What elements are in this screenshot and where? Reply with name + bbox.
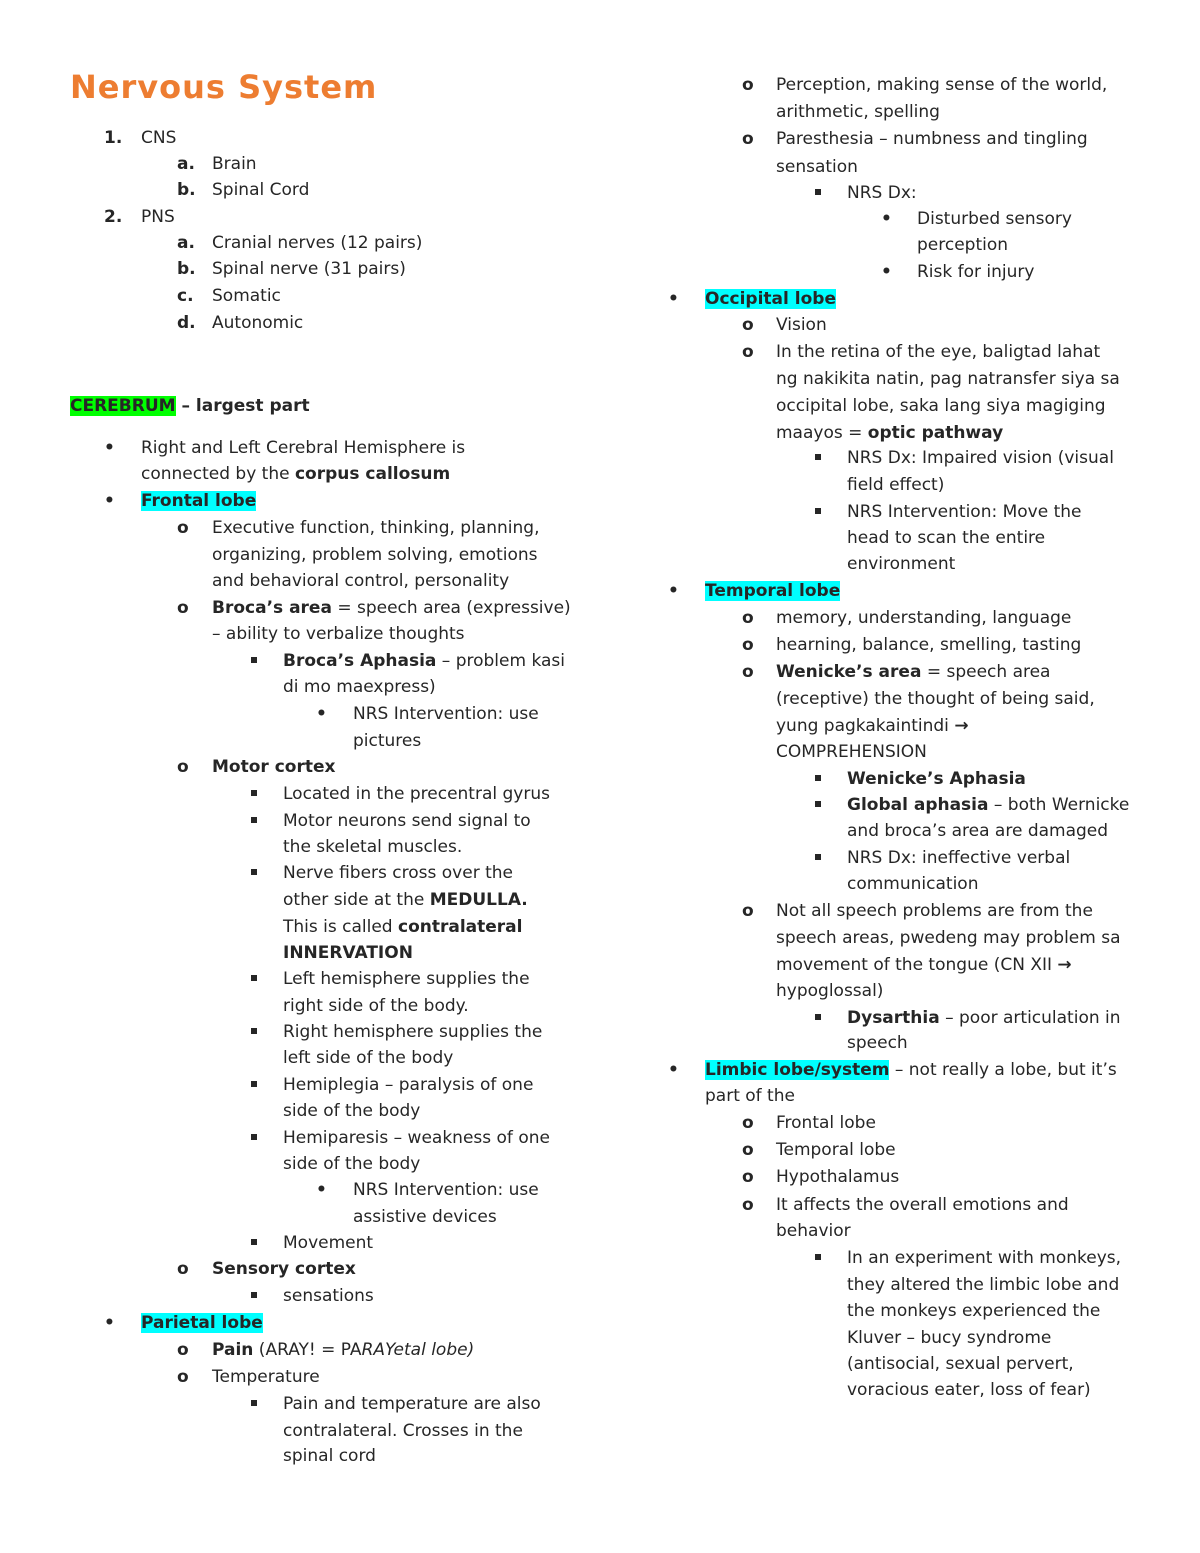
list-item: arithmetic, spelling — [776, 102, 940, 122]
circle-bullet-icon: o — [177, 1259, 189, 1279]
square-bullet-icon — [251, 790, 257, 796]
circle-bullet-icon: o — [742, 608, 754, 628]
list-item: In an experiment with monkeys, — [847, 1248, 1122, 1268]
square-bullet-icon — [251, 1292, 257, 1298]
list-item: environment — [847, 554, 956, 574]
square-bullet-icon — [251, 1081, 257, 1087]
list-item: sensation — [776, 157, 858, 177]
square-bullet-icon — [815, 775, 821, 781]
list-item: PNS — [141, 207, 175, 227]
circle-bullet-icon: o — [742, 1113, 754, 1133]
list-item: movement of the tongue (CN XII → — [776, 955, 1072, 975]
list-item: connected by the corpus callosum — [141, 464, 451, 484]
list-item: Broca’s Aphasia – problem kasi — [283, 651, 565, 671]
list-item: Left hemisphere supplies the — [283, 969, 530, 989]
list-item: assistive devices — [353, 1207, 497, 1227]
list-letter: a. — [177, 154, 195, 174]
list-item: Hypothalamus — [776, 1167, 900, 1187]
list-item: yung pagkakaintindi → — [776, 716, 969, 736]
list-item: NRS Intervention: use — [353, 1180, 539, 1200]
list-item: Right hemisphere supplies the — [283, 1022, 543, 1042]
list-item: right side of the body. — [283, 996, 469, 1016]
list-item: Autonomic — [212, 313, 304, 333]
list-item: speech areas, pwedeng may problem sa — [776, 928, 1121, 948]
list-item: Motor cortex — [212, 757, 336, 777]
list-item: Cranial nerves (12 pairs) — [212, 233, 423, 253]
square-bullet-icon — [251, 657, 257, 663]
list-item: the skeletal muscles. — [283, 837, 463, 857]
list-item: Located in the precentral gyrus — [283, 784, 550, 804]
arrow-right-icon: → — [1057, 955, 1072, 975]
list-item: contralateral. Crosses in the — [283, 1421, 523, 1441]
square-bullet-icon — [251, 1400, 257, 1406]
list-item: Not all speech problems are from the — [776, 901, 1093, 921]
frontal-heading: Frontal lobe — [141, 491, 257, 511]
bullet-icon: • — [316, 704, 327, 724]
list-item: organizing, problem solving, emotions — [212, 545, 538, 565]
list-item: the monkeys experienced the — [847, 1301, 1101, 1321]
list-item: NRS Dx: — [847, 183, 917, 203]
list-item: Hemiparesis – weakness of one — [283, 1128, 550, 1148]
temporal-heading: Temporal lobe — [705, 581, 841, 601]
list-item: hearning, balance, smelling, tasting — [776, 635, 1082, 655]
list-item: ng nakikita natin, pag natransfer siya sa — [776, 369, 1120, 389]
list-letter: a. — [177, 233, 195, 253]
circle-bullet-icon: o — [742, 1195, 754, 1215]
list-item: Sensory cortex — [212, 1259, 356, 1279]
bullet-icon: • — [881, 209, 892, 229]
arrow-right-icon: → — [954, 716, 969, 736]
bullet-icon: • — [104, 491, 115, 511]
square-bullet-icon — [251, 1028, 257, 1034]
bullet-icon: • — [316, 1180, 327, 1200]
list-item: hypoglossal) — [776, 981, 884, 1001]
list-item: NRS Intervention: use — [353, 704, 539, 724]
list-item: In the retina of the eye, baligtad lahat — [776, 342, 1101, 362]
list-item: side of the body — [283, 1154, 421, 1174]
list-item: NRS Dx: Impaired vision (visual — [847, 448, 1114, 468]
list-item: Spinal nerve (31 pairs) — [212, 259, 406, 279]
list-item: NRS Intervention: Move the — [847, 502, 1082, 522]
list-item: Global aphasia – both Wernicke — [847, 795, 1130, 815]
list-item: Frontal lobe — [776, 1113, 876, 1133]
list-item: perception — [917, 235, 1009, 255]
list-item: sensations — [283, 1286, 374, 1306]
square-bullet-icon — [251, 1134, 257, 1140]
cerebrum-rest: – largest part — [175, 396, 310, 416]
list-item: (receptive) the thought of being said, — [776, 689, 1095, 709]
list-item: communication — [847, 874, 979, 894]
list-item: voracious eater, loss of fear) — [847, 1380, 1091, 1400]
list-item: di mo maexpress) — [283, 677, 436, 697]
list-item: Disturbed sensory — [917, 209, 1072, 229]
circle-bullet-icon: o — [177, 518, 189, 538]
list-item: and broca’s area are damaged — [847, 821, 1109, 841]
circle-bullet-icon: o — [742, 75, 754, 95]
list-number: 1. — [104, 128, 123, 148]
circle-bullet-icon: o — [742, 129, 754, 149]
list-item: part of the — [705, 1086, 795, 1106]
square-bullet-icon — [815, 854, 821, 860]
square-bullet-icon — [815, 454, 821, 460]
list-item: Pain (ARAY! = PARAYetal lobe) — [212, 1340, 475, 1360]
list-item: Nerve fibers cross over the — [283, 863, 513, 883]
list-item: Perception, making sense of the world, — [776, 75, 1108, 95]
list-item: spinal cord — [283, 1446, 376, 1466]
list-item: side of the body — [283, 1101, 421, 1121]
cerebrum-label: CEREBRUM — [70, 396, 176, 416]
bullet-icon: • — [104, 438, 115, 458]
list-item: CNS — [141, 128, 177, 148]
circle-bullet-icon: o — [742, 1167, 754, 1187]
list-item: left side of the body — [283, 1048, 454, 1068]
square-bullet-icon — [251, 817, 257, 823]
circle-bullet-icon: o — [177, 757, 189, 777]
circle-bullet-icon: o — [742, 1140, 754, 1160]
list-item: and behavioral control, personality — [212, 571, 510, 591]
list-item: INNERVATION — [283, 943, 413, 963]
square-bullet-icon — [815, 508, 821, 514]
list-item: Executive function, thinking, planning, — [212, 518, 540, 538]
list-item: they altered the limbic lobe and — [847, 1275, 1120, 1295]
list-item: Broca’s area = speech area (expressive) — [212, 598, 571, 618]
bullet-icon: • — [668, 1060, 679, 1080]
square-bullet-icon — [815, 801, 821, 807]
circle-bullet-icon: o — [177, 1340, 189, 1360]
page-title: Nervous System — [70, 68, 378, 106]
list-item: Wenicke’s Aphasia — [847, 769, 1026, 789]
list-item: Dysarthia – poor articulation in — [847, 1008, 1121, 1028]
list-item: field effect) — [847, 475, 945, 495]
list-item: other side at the MEDULLA. — [283, 890, 528, 910]
circle-bullet-icon: o — [742, 901, 754, 921]
list-item: speech — [847, 1033, 908, 1053]
list-item: Temperature — [212, 1367, 320, 1387]
square-bullet-icon — [815, 1254, 821, 1260]
list-item: Right and Left Cerebral Hemisphere is — [141, 438, 466, 458]
list-item: Wenicke’s area = speech area — [776, 662, 1051, 682]
bullet-icon: • — [668, 289, 679, 309]
list-item: Brain — [212, 154, 257, 174]
bullet-icon: • — [668, 581, 679, 601]
bullet-icon: • — [104, 1313, 115, 1333]
square-bullet-icon — [251, 1239, 257, 1245]
list-item: COMPREHENSION — [776, 742, 927, 762]
list-item: maayos = optic pathway — [776, 423, 1004, 443]
list-item: Kluver – bucy syndrome — [847, 1328, 1052, 1348]
list-letter: b. — [177, 259, 196, 279]
occipital-heading: Occipital lobe — [705, 289, 836, 309]
list-letter: d. — [177, 313, 196, 333]
list-item: NRS Dx: ineffective verbal — [847, 848, 1071, 868]
list-item: – ability to verbalize thoughts — [212, 624, 465, 644]
list-item: Vision — [776, 315, 827, 335]
list-item: Movement — [283, 1233, 374, 1253]
list-item: Somatic — [212, 286, 281, 306]
list-item: Motor neurons send signal to — [283, 811, 531, 831]
circle-bullet-icon: o — [742, 315, 754, 335]
list-item: This is called contralateral — [283, 917, 523, 937]
list-item: Paresthesia – numbness and tingling — [776, 129, 1088, 149]
list-item: Risk for injury — [917, 262, 1035, 282]
list-item: Spinal Cord — [212, 180, 310, 200]
parietal-heading: Parietal lobe — [141, 1313, 263, 1333]
list-item: occipital lobe, saka lang siya magiging — [776, 396, 1106, 416]
list-item: Pain and temperature are also — [283, 1394, 541, 1414]
circle-bullet-icon: o — [177, 598, 189, 618]
square-bullet-icon — [815, 1014, 821, 1020]
list-item: pictures — [353, 731, 422, 751]
square-bullet-icon — [251, 975, 257, 981]
circle-bullet-icon: o — [742, 635, 754, 655]
list-item: (antisocial, sexual pervert, — [847, 1354, 1074, 1374]
limbic-heading: Limbic lobe/system – not really a lobe, but it’s — [705, 1060, 1117, 1080]
bullet-icon: • — [881, 262, 892, 282]
list-item: head to scan the entire — [847, 528, 1046, 548]
list-item: Temporal lobe — [776, 1140, 896, 1160]
square-bullet-icon — [815, 189, 821, 195]
list-number: 2. — [104, 207, 123, 227]
list-item: Hemiplegia – paralysis of one — [283, 1075, 534, 1095]
list-letter: c. — [177, 286, 194, 306]
list-item: It affects the overall emotions and — [776, 1195, 1069, 1215]
list-item: memory, understanding, language — [776, 608, 1072, 628]
cerebrum-heading — [70, 393, 310, 419]
list-item: behavior — [776, 1221, 851, 1241]
circle-bullet-icon: o — [177, 1367, 189, 1387]
circle-bullet-icon: o — [742, 662, 754, 682]
square-bullet-icon — [251, 869, 257, 875]
list-letter: b. — [177, 180, 196, 200]
circle-bullet-icon: o — [742, 342, 754, 362]
